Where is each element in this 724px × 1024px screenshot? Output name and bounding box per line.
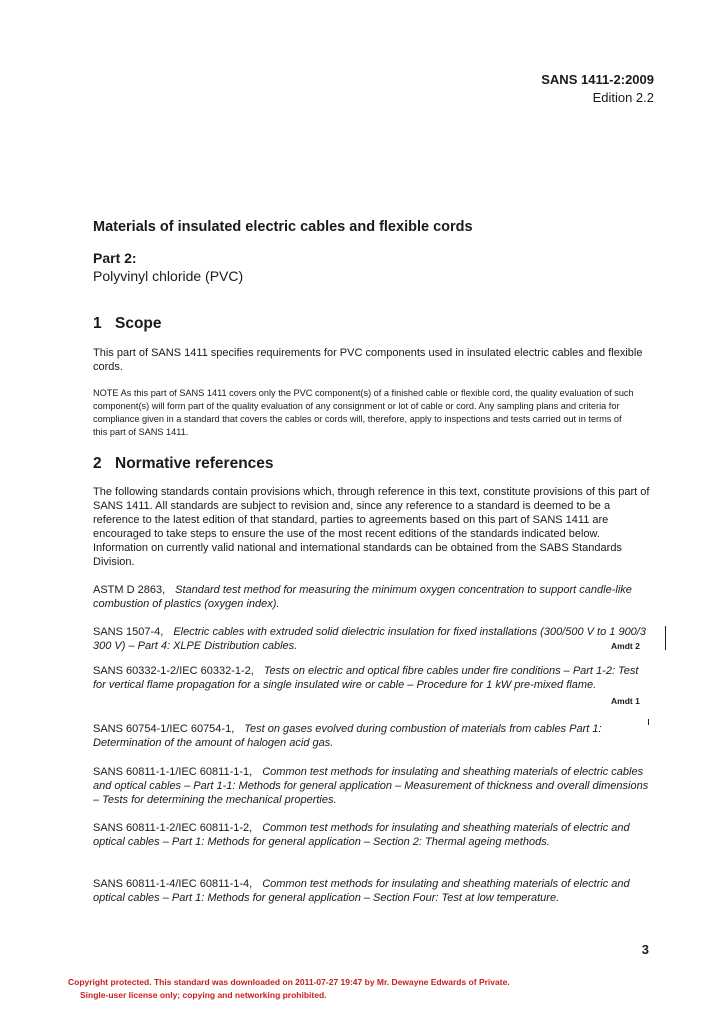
- reference-title: Test on gases evolved during combustion of materials from cables Part 1: Determination of the amount of halogen acid gas.: [93, 723, 602, 749]
- copyright-line-1: Copyright protected. This standard was downloaded on 2011-07-27 19:47 by Mr. Dewayne Edwards of Private.: [68, 977, 510, 987]
- reference-title: Common test methods for insulating and sheathing materials of electric and optical cables – Part 1: Methods for general application – Section 2: Thermal ageing methods.: [93, 822, 630, 848]
- revision-bar: [648, 719, 649, 725]
- part-label: Part 2:: [93, 250, 137, 266]
- section-heading-scope: [93, 315, 162, 333]
- reference-title: Standard test method for measuring the minimum oxygen concentration to support candle-like combustion of plastics (oxygen index).: [93, 584, 632, 610]
- reference-title: Common test methods for insulating and sheathing materials of electric cables and optical cables – Part 1-1: Methods for general application – Measurement of thickness and overall dimensions – Tests for determining the mechanical properties.: [93, 766, 649, 806]
- amendment-marker: Amdt 1: [611, 696, 640, 706]
- reference-item: [93, 583, 653, 611]
- reference-item: [93, 664, 653, 692]
- scope-paragraph: This part of SANS 1411 specifies requirements for PVC components used in insulated electric cables and flexible cords.: [93, 347, 643, 373]
- reference-code: ASTM D 2863,: [93, 584, 166, 596]
- section-title: Scope: [115, 315, 162, 332]
- standard-code: SANS 1411-2:2009: [541, 72, 654, 87]
- reference-code: SANS 60811-1-2/IEC 60811-1-2,: [93, 822, 253, 834]
- reference-code: SANS 60332-1-2/IEC 60332-1-2,: [93, 665, 254, 677]
- reference-item: [93, 821, 653, 849]
- document-title: Materials of insulated electric cables and flexible cords: [93, 219, 473, 235]
- section-heading-normative-references: [93, 455, 274, 473]
- reference-item: [93, 722, 653, 750]
- reference-title: Tests on electric and optical fibre cables under fire conditions – Part 1-2: Test for vertical flame propagation for a single insulated wire or cable – Procedure for 1 kW pre-mixed flame.: [93, 665, 639, 691]
- reference-item: [93, 877, 653, 905]
- reference-code: SANS 60811-1-4/IEC 60811-1-4,: [93, 878, 253, 890]
- reference-code: SANS 60811-1-1/IEC 60811-1-1,: [93, 766, 253, 778]
- page-number: 3: [641, 942, 649, 957]
- revision-bar: [665, 626, 666, 650]
- scope-note: NOTE As this part of SANS 1411 covers only the PVC component(s) of a finished cable or flexible cord, the quality evaluation of such component(s) will form part of the quality evaluation of any consignment or lot of cable or cord. Any sampling plans and criteria for compliance given in a standard that covers the cables or cords will, therefore, apply to inspections and tests carried out in terms of this part of SANS 1411.: [93, 388, 634, 437]
- section-number: 1: [93, 315, 102, 332]
- reference-code: SANS 60754-1/IEC 60754-1,: [93, 723, 235, 735]
- normative-intro-paragraph: The following standards contain provisions which, through reference in this text, constitute provisions of this part of SANS 1411. All standards are subject to revision and, since any reference to a standard is deemed to be a reference to the latest edition of that standard, parties to agreements based on this part of SANS 1411 are encouraged to take steps to ensure the use of the most recent editions of the standards indicated below. Information on currently valid national and international standards can be obtained from the SABS Standards Division.: [93, 486, 650, 568]
- reference-item: [93, 765, 653, 807]
- amendment-marker: Amdt 2: [611, 641, 640, 651]
- reference-title: Common test methods for insulating and sheathing materials of electric and optical cables – Part 1: Methods for general application – Section Four: Test at low temperature.: [93, 878, 630, 904]
- reference-title: Electric cables with extruded solid dielectric insulation for fixed installations (300/500 V to 1 900/3 300 V) – Part 4: XLPE Distribution cables.: [93, 626, 646, 652]
- reference-item: [93, 625, 653, 653]
- copyright-line-2: Single-user license only; copying and networking prohibited.: [80, 990, 327, 1000]
- edition-label: Edition 2.2: [592, 90, 654, 105]
- section-title: Normative references: [115, 455, 274, 472]
- section-number: 2: [93, 455, 102, 472]
- part-subtitle: Polyvinyl chloride (PVC): [93, 268, 244, 284]
- reference-code: SANS 1507-4,: [93, 626, 164, 638]
